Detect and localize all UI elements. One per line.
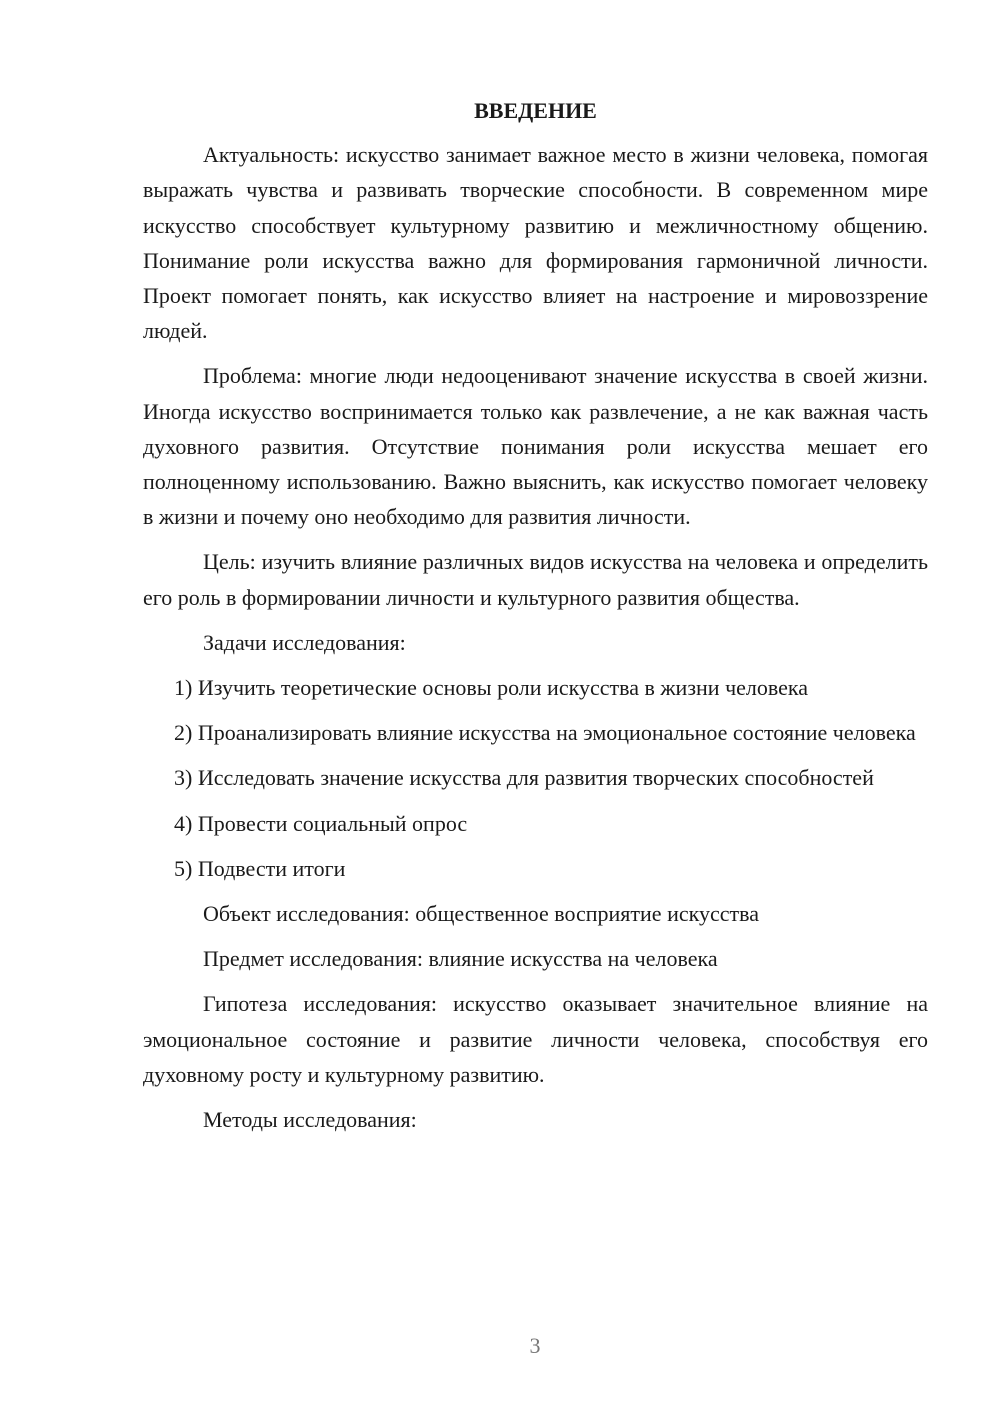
research-subject: Предмет исследования: влияние искусства на человека bbox=[203, 946, 718, 972]
page-number: 3 bbox=[529, 1333, 541, 1358]
research-object: Объект исследования: общественное восприятие искусства bbox=[203, 901, 759, 927]
methods-heading: Методы исследования: bbox=[203, 1107, 417, 1133]
relevance-paragraph: Актуальность: искусство занимает важное место в жизни человека, помогая выражать чувства и развивать творческие способности. В современном мире искусство способствует культурному развитию и межличностному общению. Понимание роли искусства важно для формирования гармоничной личности. Проект помогает понять, как искусство влияет на настроение и мировоззрение людей. bbox=[143, 142, 928, 344]
document-page bbox=[143, 93, 928, 1147]
task-item-4: 4) Провести социальный опрос bbox=[174, 810, 468, 836]
task-item-3: 3) Исследовать значение искусства для развития творческих способностей bbox=[174, 765, 874, 791]
tasks-heading: Задачи исследования: bbox=[203, 629, 406, 655]
page-title: ВВЕДЕНИЕ bbox=[474, 98, 597, 123]
hypothesis-paragraph: Гипотеза исследования: искусство оказывает значительное влияние на эмоциональное состояние и развитие личности человека, способствуя его духовному росту и культурному развитию. bbox=[143, 991, 928, 1087]
task-item-1: 1) Изучить теоретические основы роли искусства в жизни человека bbox=[174, 675, 809, 701]
problem-paragraph: Проблема: многие люди недооценивают значение искусства в своей жизни. Иногда искусство воспринимается только как развлечение, а не как важная часть духовного развития. Отсутствие понимания роли искусства мешает его полноценному использованию. Важно выяснить, как искусство помогает человеку в жизни и почему оно необходимо для развития личности. bbox=[143, 363, 928, 530]
task-item-5: 5) Подвести итоги bbox=[174, 855, 346, 881]
task-item-2: 2) Проанализировать влияние искусства на эмоциональное состояние человека bbox=[174, 720, 916, 746]
goal-paragraph: Цель: изучить влияние различных видов искусства на человека и определить его роль в формировании личности и культурного развития общества. bbox=[143, 549, 928, 610]
